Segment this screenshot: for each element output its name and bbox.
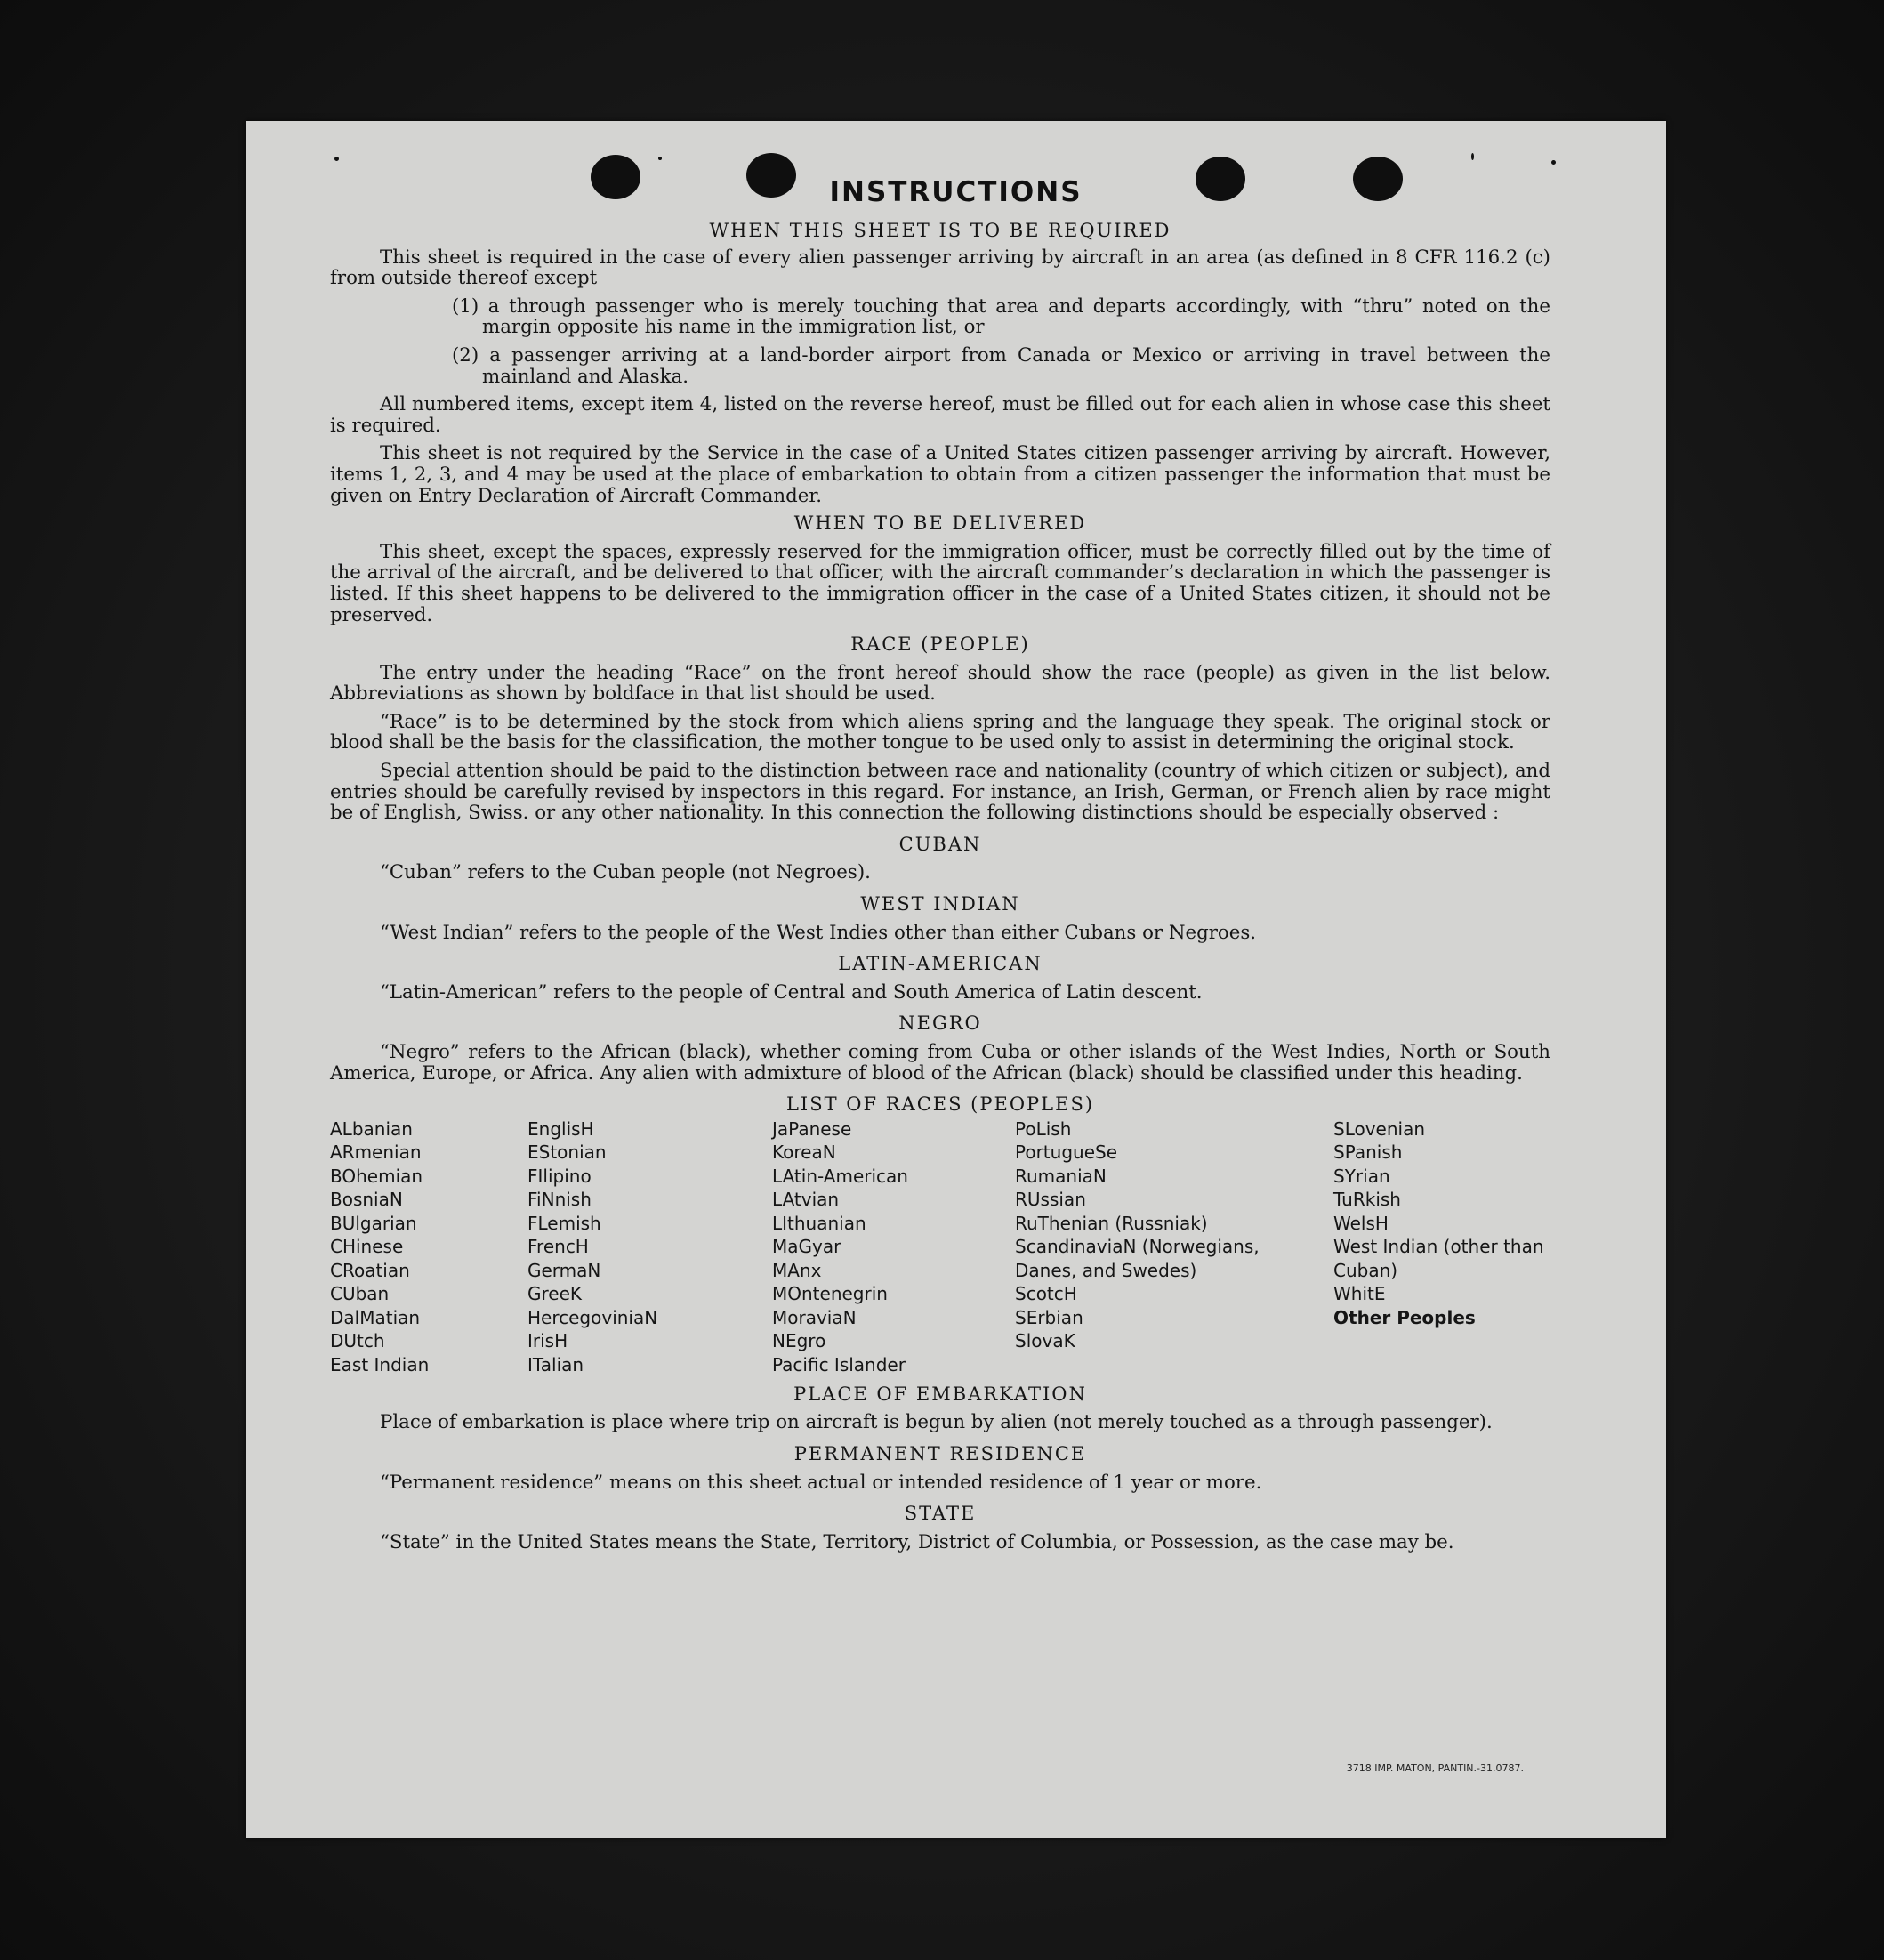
race-entry: MOntenegrin [772, 1283, 888, 1305]
race-entry: EStonian [527, 1141, 607, 1164]
race-entry: WhitE [1333, 1283, 1386, 1305]
page-title: INSTRUCTIONS [829, 176, 1083, 208]
race-entry: LAtvian [772, 1189, 840, 1211]
paragraph: Special attention should be paid to the distinction between race and nationality (country of which citizen or subject), and entries should be carefully revised by inspectors in this regard. For instance, an Irish, German, or French alien by race might be of English, Swiss. or any other nationality. In this connection the following distinctions should be especially observed : [330, 760, 1550, 825]
paragraph: This sheet is not required by the Service in the case of a United States citizen passenger arriving by aircraft. However, items 1, 2, 3, and 4 may be used at the place of embarkation to obtain from a citizen passenger the information that must be given on Entry Declaration of Aircraft Commander. [330, 442, 1550, 507]
paragraph: All numbered items, except item 4, listed on the reverse hereof, must be filled out for each alien in whose case this sheet is required. [330, 393, 1550, 437]
paragraph: The entry under the heading “Race” on the front hereof should show the race (people) as given in the list below. Abbreviations as shown by boldface in that list should be used. [330, 661, 1550, 706]
race-entry: SPanish [1333, 1141, 1403, 1164]
speck [334, 157, 339, 161]
section-heading: LIST OF RACES (PEOPLES) [785, 1093, 1095, 1116]
paragraph: “Race” is to be determined by the stock from which aliens spring and the language they speak. The original stock or blood shall be the basis for the classification, the mother tongue to be used only to assist in determining the original stock. [330, 710, 1550, 754]
race-entry: FiNnish [527, 1189, 592, 1211]
race-entry: West Indian (other than Cuban) [1333, 1236, 1544, 1281]
section-heading: WHEN TO BE DELIVERED [793, 512, 1087, 535]
race-entry: BosniaN [330, 1189, 403, 1211]
race-entry: MAnx [772, 1259, 822, 1281]
race-entry: FLemish [527, 1212, 601, 1234]
section-heading: PLACE OF EMBARKATION [793, 1383, 1087, 1405]
race-entry: JaPanese [772, 1117, 852, 1140]
race-entry: RUssian [1015, 1189, 1086, 1211]
section-heading: WHEN THIS SHEET IS TO BE REQUIRED [709, 220, 1171, 241]
race-entry: Pacific Islander [772, 1353, 906, 1375]
race-entry: BUlgarian [330, 1212, 417, 1234]
race-entry: BOhemian [330, 1165, 423, 1187]
race-entry: GreeK [527, 1283, 583, 1305]
race-entry: PoLish [1015, 1117, 1072, 1140]
section-heading: RACE (PEOPLE) [850, 633, 1030, 656]
race-entry: TuRkish [1333, 1189, 1401, 1211]
race-entry: MaGyar [772, 1236, 841, 1258]
race-entry: ARmenian [330, 1141, 422, 1164]
section-heading: WEST INDIAN [860, 893, 1020, 915]
races-column [1333, 1117, 1550, 1330]
race-entry: DalMatian [330, 1306, 421, 1328]
paragraph: Place of embarkation is place where trip on aircraft is begun by alien (not merely touched as a through passenger). [380, 1411, 1493, 1434]
paragraph: “Permanent residence” means on this sheet actual or intended residence of 1 year or more. [380, 1471, 1262, 1494]
races-column [1015, 1117, 1269, 1353]
race-entry: SlovaK [1015, 1330, 1075, 1352]
race-entry: SErbian [1015, 1306, 1083, 1328]
races-column [772, 1117, 908, 1377]
race-entry: ITalian [527, 1353, 584, 1375]
race-entry: SLovenian [1333, 1117, 1426, 1140]
races-column [330, 1117, 429, 1377]
race-entry: RuThenian (Russniak) [1015, 1212, 1208, 1234]
paragraph: This sheet, except the spaces, expressly reserved for the immigration officer, must be correctly filled out by the time of the arrival of the aircraft, and be delivered to that officer, with the aircraft commander’s declaration in which the passenger is listed. If this sheet happens to be delivered to the immigration officer in the case of a United States citizen, it should not be preserved. [330, 540, 1550, 626]
document-sheet [246, 121, 1666, 1838]
paragraph: “Latin-American” refers to the people of Central and South America of Latin descent. [380, 980, 1203, 1004]
race-entry: NEgro [772, 1330, 826, 1352]
race-entry: CRoatian [330, 1259, 410, 1281]
section-heading: STATE [904, 1503, 977, 1525]
race-entry: FrencH [527, 1236, 589, 1258]
race-entry: Other Peoples [1333, 1306, 1476, 1328]
paragraph: “Negro” refers to the African (black), whether coming from Cuba or other islands of the West Indies, North or South America, Europe, or Africa. Any alien with admixture of blood of the African (black) should be classified under this heading. [330, 1041, 1550, 1085]
section-heading: LATIN-AMERICAN [838, 953, 1043, 975]
race-entry: DUtch [330, 1330, 385, 1352]
races-column [527, 1117, 657, 1377]
race-entry: IrisH [527, 1330, 568, 1352]
printer-imprint: 3718 IMP. MATON, PANTIN.-31.0787. [1346, 1762, 1524, 1774]
race-entry: ALbanian [330, 1117, 413, 1140]
instructions-body [330, 221, 1550, 1553]
paragraph: “State” in the United States means the State, Territory, District of Columbia, or Possession, as the case may be. [380, 1530, 1454, 1553]
race-entry: RumaniaN [1015, 1165, 1107, 1187]
section-heading: NEGRO [898, 1012, 982, 1035]
paragraph: “West Indian” refers to the people of the West Indies other than either Cubans or Negroes. [380, 921, 1257, 944]
list-item: (1) a through passenger who is merely touching that area and departs accordingly, with “thru” noted on the margin opposite his name in the immigration list, or [452, 294, 1550, 339]
paragraph: This sheet is required in the case of every alien passenger arriving by aircraft in an area (as defined in 8 CFR 116.2 (c) from outside thereof except [330, 246, 1550, 290]
race-entry: CUban [330, 1283, 390, 1305]
speck [658, 157, 662, 160]
race-entry: SYrian [1333, 1165, 1390, 1187]
race-entry: GermaN [527, 1259, 601, 1281]
race-entry: East Indian [330, 1353, 430, 1375]
race-entry: LAtin-American [772, 1165, 908, 1187]
list-item: (2) a passenger arriving at a land-border airport from Canada or Mexico or arriving in travel between the mainland and Alaska. [452, 343, 1550, 388]
race-entry: LIthuanian [772, 1212, 866, 1234]
race-entry: HercegoviniaN [527, 1306, 658, 1328]
paragraph: “Cuban” refers to the Cuban people (not Negroes). [380, 861, 871, 884]
race-entry: EnglisH [527, 1117, 594, 1140]
races-list [330, 1117, 1550, 1384]
speck [1551, 160, 1556, 165]
race-entry: PortugueSe [1015, 1141, 1117, 1164]
race-entry: CHinese [330, 1236, 404, 1258]
speck [1471, 153, 1474, 160]
section-heading: CUBAN [898, 833, 982, 855]
race-entry: KoreaN [772, 1141, 836, 1164]
race-entry: ScandinaviaN (Norwegians, Danes, and Swedes) [1015, 1236, 1260, 1281]
race-entry: ScotcH [1015, 1283, 1077, 1305]
section-heading: PERMANENT RESIDENCE [793, 1442, 1087, 1464]
race-entry: FIlipino [527, 1165, 592, 1187]
race-entry: WelsH [1333, 1212, 1389, 1234]
race-entry: MoraviaN [772, 1306, 857, 1328]
